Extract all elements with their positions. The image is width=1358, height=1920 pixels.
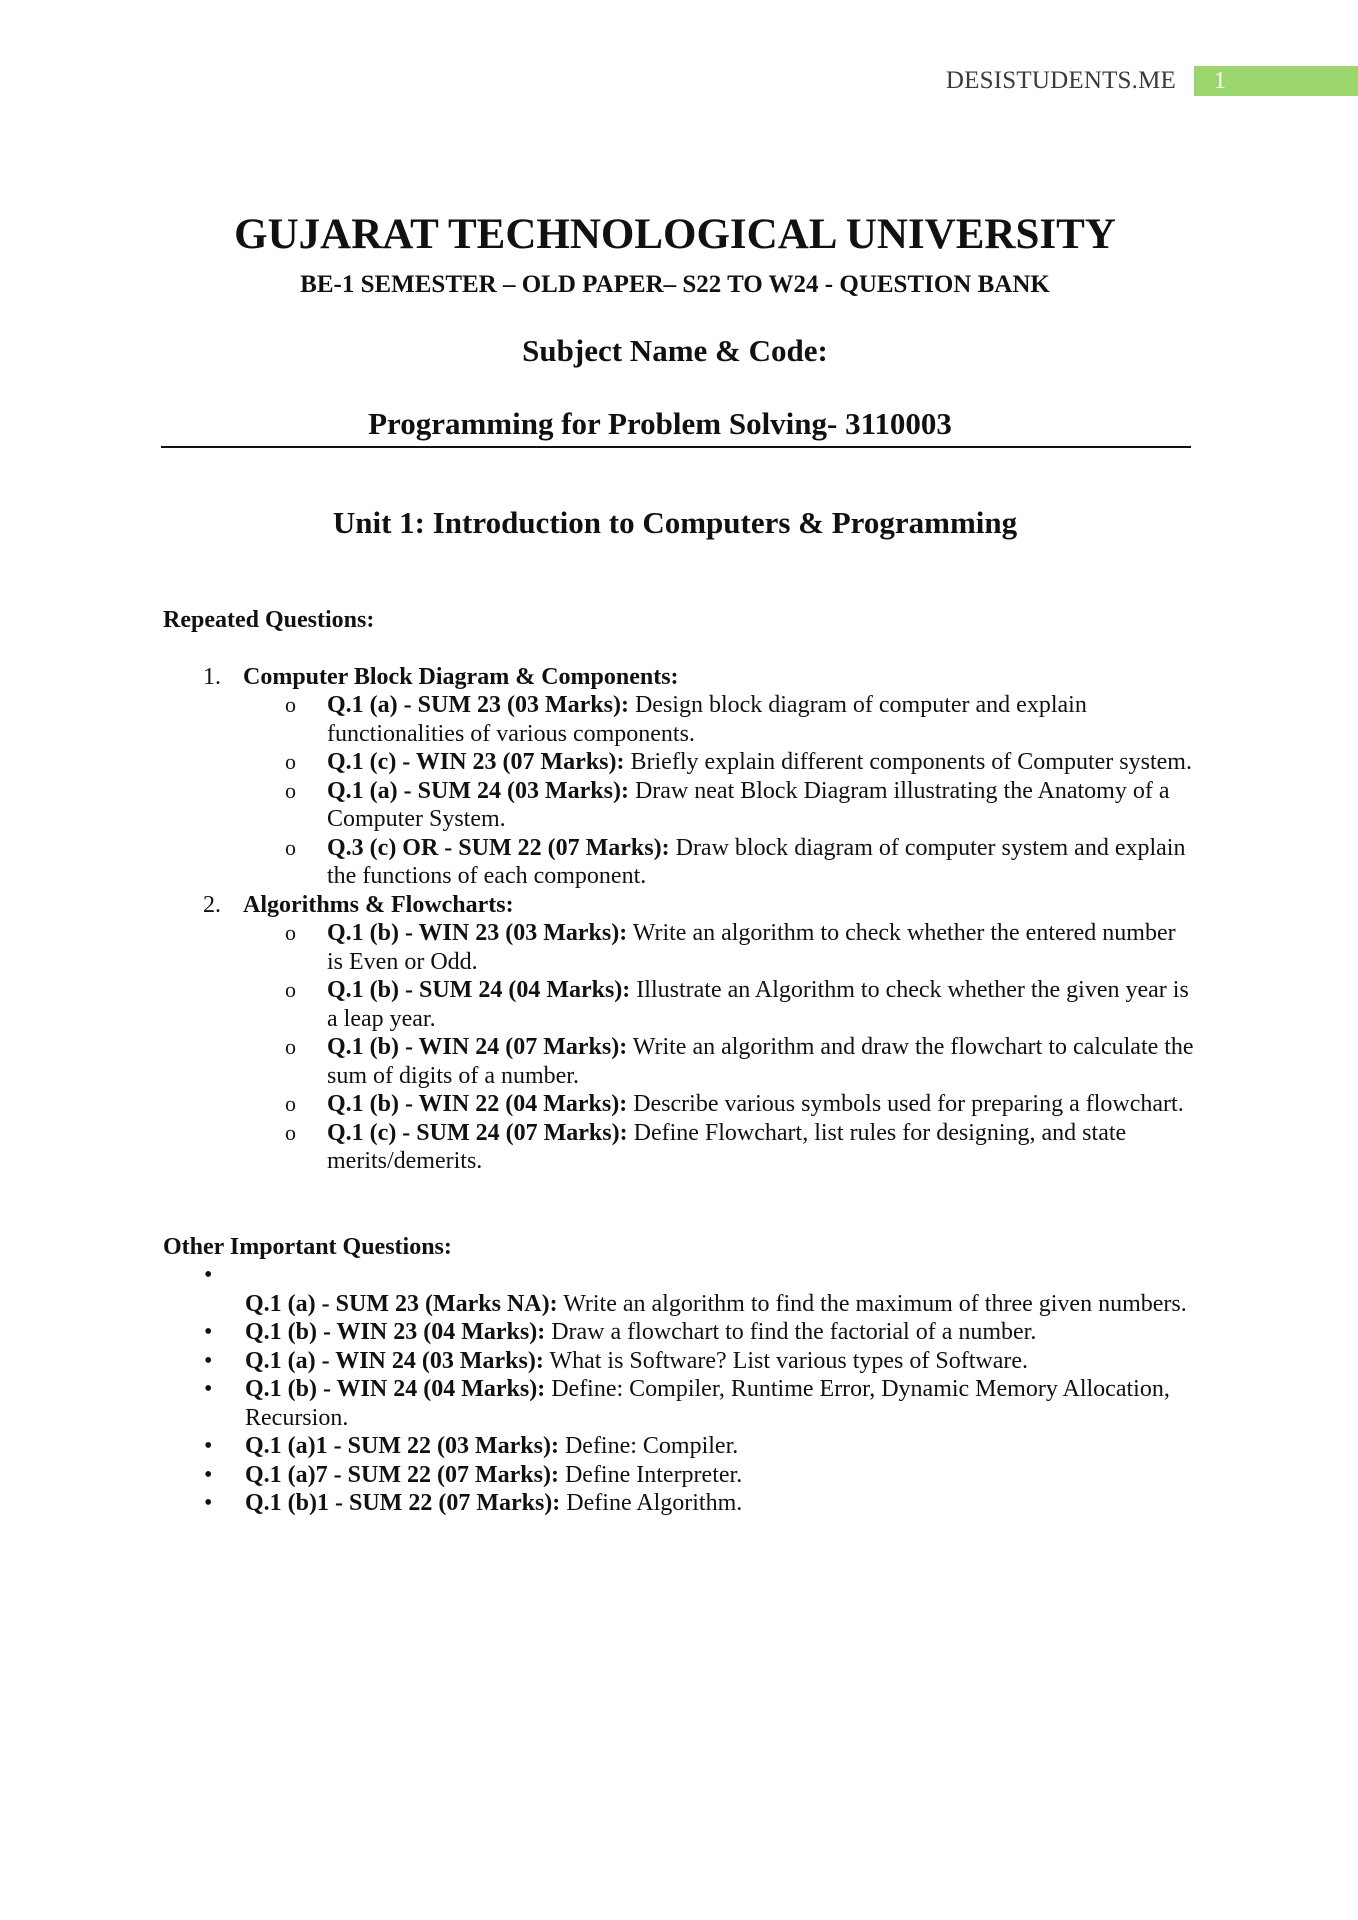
list-item <box>163 1318 1203 1347</box>
question-ref: Q.1 (a)1 - SUM 22 (03 Marks): <box>245 1433 559 1459</box>
page-header <box>946 64 1358 98</box>
question-text: Design block diagram of computer and explain functionalities of various components. <box>327 692 1087 747</box>
list-marker: o <box>285 1091 296 1116</box>
question-item <box>163 834 1203 891</box>
question-item <box>163 691 1203 748</box>
list-item <box>163 1347 1203 1376</box>
question-item <box>163 777 1203 834</box>
question-text: Illustrate an Algorithm to check whether the given year is a leap year. <box>327 977 1189 1032</box>
list-item <box>163 1375 1203 1432</box>
topic-title: Algorithms & Flowcharts: <box>243 891 514 918</box>
question-item <box>163 748 1203 777</box>
question-ref: Q.1 (a)7 - SUM 22 (07 Marks): <box>245 1461 559 1488</box>
list-marker: o <box>285 1034 296 1059</box>
question-ref: Q.1 (b) - WIN 23 (04 Marks): <box>245 1319 546 1345</box>
question-ref: Q.1 (b) - WIN 24 (04 Marks): <box>245 1376 546 1402</box>
list-marker: o <box>285 749 296 774</box>
list-item <box>163 1432 1203 1461</box>
page-number-badge <box>1194 66 1358 96</box>
question-item <box>163 1090 1203 1119</box>
question-text: Write an algorithm and draw the flowchart to calculate the sum of digits of a number. <box>327 1034 1194 1089</box>
question-text: Define: Compiler. <box>564 1433 739 1459</box>
repeated-questions-heading: Repeated Questions: <box>163 607 375 633</box>
question-ref: Q.1 (c) - WIN 23 (07 Marks): <box>327 749 625 775</box>
subject-label: Subject Name & Code: <box>522 333 828 368</box>
subject-name-code: Programming for Problem Solving- 3110003 <box>368 406 952 441</box>
question-ref: Q.3 (c) OR - SUM 22 (07 Marks): <box>327 834 670 861</box>
list-item <box>163 1290 1203 1319</box>
list-marker: o <box>285 834 296 860</box>
topic-item <box>163 891 1203 920</box>
question-item <box>163 976 1203 1033</box>
question-text: Describe various symbols used for preparing a flowchart. <box>633 1091 1184 1117</box>
question-ref: Q.1 (a) - SUM 24 (03 Marks): <box>327 777 629 804</box>
bullet-marker: • <box>204 1461 213 1488</box>
question-ref: Q.1 (a) - SUM 23 (Marks NA): <box>245 1290 558 1317</box>
list-item <box>163 1489 1203 1518</box>
bullet-marker: • <box>204 1319 213 1345</box>
question-text: Write an algorithm to check whether the entered number is Even or Odd. <box>327 920 1176 975</box>
question-item <box>163 1033 1203 1090</box>
list-item <box>163 1461 1203 1490</box>
other-questions-heading: Other Important Questions: <box>163 1233 452 1260</box>
question-item <box>163 1119 1203 1176</box>
question-bank-content <box>163 606 1203 1518</box>
question-text: Draw neat Block Diagram illustrating the Anatomy of a Computer System. <box>327 777 1170 832</box>
question-text: Define Interpreter. <box>564 1461 743 1488</box>
list-marker: o <box>285 692 296 717</box>
semester-subtitle: BE-1 SEMESTER – OLD PAPER– S22 TO W24 - QUESTION BANK <box>300 271 1050 298</box>
title-divider <box>161 446 1191 448</box>
bullet-marker: • <box>204 1433 213 1459</box>
question-text: Draw a flowchart to find the factorial of a number. <box>551 1319 1037 1345</box>
bullet-marker: • <box>204 1262 213 1288</box>
list-marker: o <box>285 777 296 803</box>
bullet-marker: • <box>204 1490 213 1516</box>
question-ref: Q.1 (b) - WIN 24 (07 Marks): <box>327 1034 628 1060</box>
question-item <box>163 919 1203 976</box>
page-number: 1 <box>1214 67 1226 94</box>
question-text: Write an algorithm to find the maximum of three given numbers. <box>563 1290 1187 1317</box>
question-ref: Q.1 (b) - WIN 23 (03 Marks): <box>327 920 628 946</box>
topic-item <box>163 663 1203 692</box>
list-item <box>163 1261 1203 1290</box>
question-text: Briefly explain different components of Computer system. <box>630 749 1192 775</box>
list-marker: o <box>285 920 296 945</box>
topic-title: Computer Block Diagram & Components: <box>243 663 679 690</box>
question-text: What is Software? List various types of Software. <box>549 1347 1028 1374</box>
university-title: GUJARAT TECHNOLOGICAL UNIVERSITY <box>234 211 1116 258</box>
unit-title: Unit 1: Introduction to Computers & Programming <box>332 505 1018 540</box>
question-ref: Q.1 (b) - WIN 22 (04 Marks): <box>327 1091 628 1117</box>
question-ref: Q.1 (b)1 - SUM 22 (07 Marks): <box>245 1490 561 1516</box>
question-text: Define Algorithm. <box>566 1490 743 1516</box>
bullet-marker: • <box>204 1376 213 1402</box>
site-name: DESISTUDENTS.ME <box>945 67 1176 94</box>
question-ref: Q.1 (b) - SUM 24 (04 Marks): <box>327 977 631 1003</box>
question-ref: Q.1 (a) - SUM 23 (03 Marks): <box>327 692 629 718</box>
topic-number: 2. <box>203 891 221 918</box>
question-text: Draw block diagram of computer system and explain the functions of each component. <box>327 834 1186 889</box>
list-marker: o <box>285 977 296 1002</box>
list-marker: o <box>285 1119 296 1145</box>
question-ref: Q.1 (a) - WIN 24 (03 Marks): <box>245 1347 544 1374</box>
question-text: Define Flowchart, list rules for designing, and state merits/demerits. <box>327 1119 1127 1174</box>
question-text: Define: Compiler, Runtime Error, Dynamic Memory Allocation, Recursion. <box>245 1376 1170 1431</box>
bullet-marker: • <box>204 1347 213 1374</box>
topic-number: 1. <box>203 663 221 690</box>
question-ref: Q.1 (c) - SUM 24 (07 Marks): <box>327 1119 628 1146</box>
